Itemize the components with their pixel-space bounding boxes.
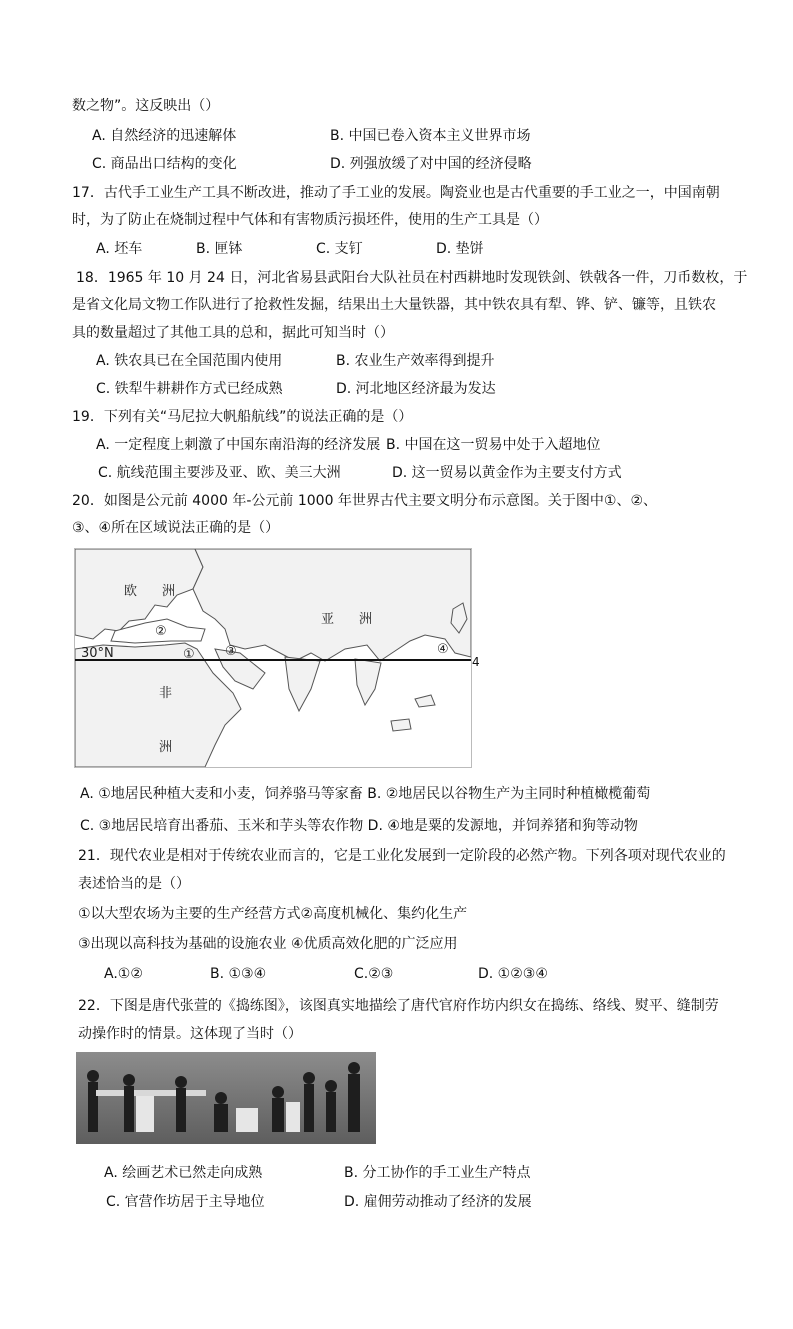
q18-stem: 具的数量超过了其他工具的总和，据此可知当时（） (72, 325, 394, 341)
q18-option-d[interactable]: D. 河北地区经济最为发达 (336, 381, 496, 397)
q22-stem: 动操作时的情景。这体现了当时（） (78, 1026, 302, 1042)
q21-option-a[interactable]: A.①② (104, 966, 143, 982)
q18-stem: 18．1965 年 10 月 24 日，河北省易县武阳台大队社员在村西耕地时发现铁剑、铁戟各一件，刀币数枚，于 (76, 270, 748, 286)
landmasses (75, 549, 471, 767)
africa-label: 洲 (159, 740, 173, 755)
civilization-map-svg (75, 549, 471, 767)
island-land (391, 719, 411, 731)
q18-option-b[interactable]: B. 农业生产效率得到提升 (336, 353, 495, 369)
island-land (415, 695, 435, 707)
q18-stem: 是省文化局文物工作队进行了抢救性发掘，结果出土大量铁器，其中铁农具有犁、铧、铲、镰等，且铁农 (72, 297, 716, 313)
figure (176, 1088, 186, 1132)
q21-stem: 21．现代农业是相对于传统农业而言的，它是工业化发展到一定阶段的必然产物。下列各项对现代农业的 (78, 848, 726, 864)
figure (303, 1072, 315, 1084)
q21-statements: ③出现以高科技为基础的设施农业 ④优质高效化肥的广泛应用 (78, 936, 458, 952)
map-edge-mark: 4 (472, 655, 480, 669)
q17-stem: 时，为了防止在烧制过程中气体和有害物质污损坯件，使用的生产工具是（） (72, 212, 548, 228)
q21-option-c[interactable]: C.②③ (354, 966, 394, 982)
robe (236, 1108, 258, 1132)
painting-svg (76, 1052, 376, 1144)
q17-option-b[interactable]: B. 匣钵 (196, 241, 243, 257)
q18-option-c[interactable]: C. 铁犁牛耕耕作方式已经成熟 (96, 381, 283, 397)
painting-image (76, 1052, 376, 1144)
marker-1: ① (183, 647, 195, 662)
q21-stem: 表述恰当的是（） (78, 876, 190, 892)
q22-option-c[interactable]: C. 官营作坊居于主导地位 (106, 1194, 265, 1210)
asia-label: 亚 (321, 612, 335, 627)
figure (272, 1086, 284, 1098)
india-land (285, 657, 320, 711)
robe (286, 1102, 300, 1132)
figure (214, 1104, 228, 1132)
robe (136, 1096, 154, 1132)
q19-option-a[interactable]: A. 一定程度上刺激了中国东南沿海的经济发展 (96, 437, 381, 453)
q20-stem: 20．如图是公元前 4000 年-公元前 1000 年世界古代主要文明分布示意图。关于图中①、②、 (72, 493, 658, 509)
q21-option-d[interactable]: D. ①②③④ (478, 966, 548, 982)
figure (123, 1074, 135, 1086)
figure (124, 1086, 134, 1132)
q22-option-b[interactable]: B. 分工协作的手工业生产特点 (344, 1165, 531, 1181)
marker-2: ② (155, 624, 167, 639)
figure (272, 1098, 284, 1132)
q20-option-cd[interactable]: C. ③地居民培育出番茄、玉米和芋头等农作物 D. ④地是粟的发源地，并饲养猪和狗等动物 (80, 818, 638, 834)
cloth (96, 1090, 206, 1096)
q19-option-b[interactable]: B. 中国在这一贸易中处于入超地位 (386, 437, 601, 453)
q18-option-a[interactable]: A. 铁农具已在全国范围内使用 (96, 353, 283, 369)
q17-option-a[interactable]: A. 坯车 (96, 241, 143, 257)
q16-stem-end: 数之物”。这反映出（） (72, 98, 220, 114)
marker-4: ④ (437, 642, 449, 657)
q17-stem: 17．古代手工业生产工具不断改进，推动了手工业的发展。陶瓷业也是古代重要的手工业之一，中国南朝 (72, 185, 720, 201)
europe-label: 洲 (162, 584, 176, 599)
q19-stem: 19．下列有关“马尼拉大帆船航线”的说法正确的是（） (72, 409, 413, 425)
se-asia-land (355, 659, 381, 705)
q19-option-c[interactable]: C. 航线范围主要涉及亚、欧、美三大洲 (98, 465, 341, 481)
latitude-label: 30°N (81, 646, 114, 661)
europe-label: 欧 (124, 584, 138, 599)
q21-statements: ①以大型农场为主要的生产经营方式②高度机械化、集约化生产 (78, 906, 468, 922)
q17-option-c[interactable]: C. 支钉 (316, 241, 363, 257)
q20-option-ab[interactable]: A. ①地居民种植大麦和小麦，饲养骆马等家畜 B. ②地居民以谷物生产为主同时种植橄榄葡萄 (80, 786, 651, 802)
q19-option-d[interactable]: D. 这一贸易以黄金作为主要支付方式 (392, 465, 622, 481)
figure (304, 1084, 314, 1132)
asia-label: 洲 (359, 612, 373, 627)
q22-option-d[interactable]: D. 雇佣劳动推动了经济的发展 (344, 1194, 532, 1210)
q22-stem: 22．下图是唐代张萱的《捣练图》，该图真实地描绘了唐代官府作坊内织女在捣练、络线、熨平、缝制劳 (78, 998, 719, 1014)
q16-option-a[interactable]: A. 自然经济的迅速解体 (92, 128, 237, 144)
civilization-map (74, 548, 472, 768)
figure (88, 1082, 98, 1132)
figure (87, 1070, 99, 1082)
figure (325, 1080, 337, 1092)
figure (175, 1076, 187, 1088)
africa-label: 非 (159, 686, 173, 701)
q16-option-c[interactable]: C. 商品出口结构的变化 (92, 156, 237, 172)
marker-3: ③ (225, 644, 237, 659)
figure (215, 1092, 227, 1104)
figure (348, 1074, 360, 1132)
q21-option-b[interactable]: B. ①③④ (210, 966, 267, 982)
q17-option-d[interactable]: D. 垫饼 (436, 241, 484, 257)
figure (326, 1092, 336, 1132)
figure (348, 1062, 360, 1074)
q16-option-d[interactable]: D. 列强放缓了对中国的经济侵略 (330, 156, 532, 172)
q16-option-b[interactable]: B. 中国已卷入资本主义世界市场 (330, 128, 531, 144)
q20-stem: ③、④所在区域说法正确的是（） (72, 520, 280, 536)
africa-land (75, 643, 241, 767)
q22-option-a[interactable]: A. 绘画艺术已然走向成熟 (104, 1165, 263, 1181)
